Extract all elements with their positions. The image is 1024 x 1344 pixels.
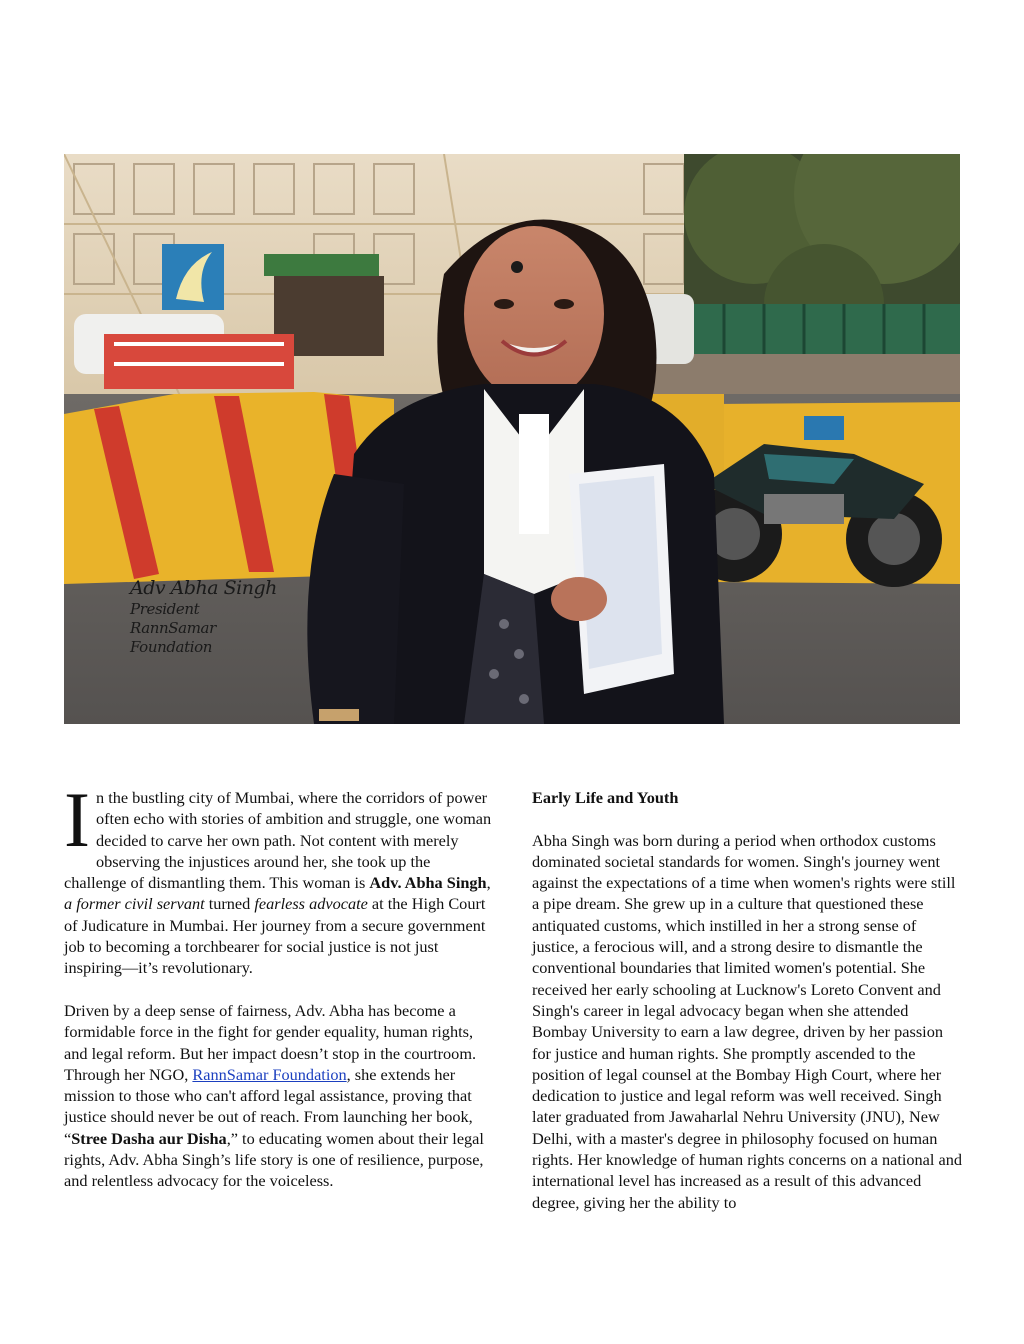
mission-text-1: Driven by a deep sense of fairness, Adv. Abha has become a formidable force in the fight for gender equality, human rights, and legal reform. But her impact doesn’t stop in the courtroom. Through her NGO, xyxy=(64,1000,477,1084)
intro-text-3: turned xyxy=(204,894,255,914)
right-column xyxy=(532,787,964,1213)
mission-text-3: ,” to educating women about their legal rights, Adv. Abha Singh’s life story is one of resilience, purpose, and relentless advocacy for the voiceless. xyxy=(64,1128,484,1191)
caption-line-org-2: Foundation xyxy=(130,638,213,656)
drop-cap: I xyxy=(64,776,90,863)
photo-caption xyxy=(130,576,277,657)
intro-italic-1: a former civil servant xyxy=(64,894,205,914)
intro-name-bold: Adv. Abha Singh xyxy=(369,873,487,893)
intro-italic-2: fearless advocate xyxy=(254,894,368,914)
book-title-bold: Stree Dasha aur Disha xyxy=(71,1128,227,1148)
section-heading: Early Life and Youth xyxy=(532,788,679,807)
intro-text-2: , xyxy=(486,873,491,893)
intro-paragraph xyxy=(64,776,496,979)
mission-paragraph xyxy=(64,1000,496,1192)
caption-name: Adv Abha Singh xyxy=(130,577,277,599)
intro-text-1: n the bustling city of Mumbai, where the corridors of power often echo with stories of ambition and struggle, one woman decided to carve her own path. Not content with merely observing the injustices around her, she took up the challenge of dismantling them. This woman is xyxy=(64,788,492,893)
caption-line-org-1: RannSamar xyxy=(130,619,216,637)
early-life-paragraph: Abha Singh was born during a period when orthodox customs dominated societal standards for women. Singh's journey went against the expectations of a time when women's rights were still a pipe dream. She grew up in a culture that questioned these antiquated customs, which instilled in her a strong sense of justice, a ferocious will, and a strong desire to dismantle the conventional boundaries that limited women's potential. She received her early schooling at Lucknow's Loreto Convent and Singh's career in legal advocacy began when she attended Bombay University to earn a law degree, driven by her passion for justice and human rights. She promptly ascended to the position of legal counsel at the Bombay High Court, where her dedication to justice and legal reform was well received. Singh later graduated from Jawaharlal Nehru University (JNU), New Delhi, with a master's degree in philosophy focused on human rights. Her knowledge of human rights concerns on a national and international level has increased as a result of this advanced degree, giving her the ability to xyxy=(532,830,962,1212)
hero-photo xyxy=(64,154,960,724)
rannsamar-foundation-link[interactable]: RannSamar Foundation xyxy=(192,1064,347,1084)
left-column xyxy=(64,776,496,1192)
mission-text-2: , she extends her mission to those who can't afford legal assistance, proving that justice should never be out of reach. From launching her book, “ xyxy=(64,1064,473,1148)
intro-text-4: at the High Court of Judicature in Mumbai. Her journey from a secure government job to becoming a torchbearer for social justice is not just inspiring—it’s revolutionary. xyxy=(64,894,486,978)
caption-line-title: President xyxy=(130,600,200,618)
